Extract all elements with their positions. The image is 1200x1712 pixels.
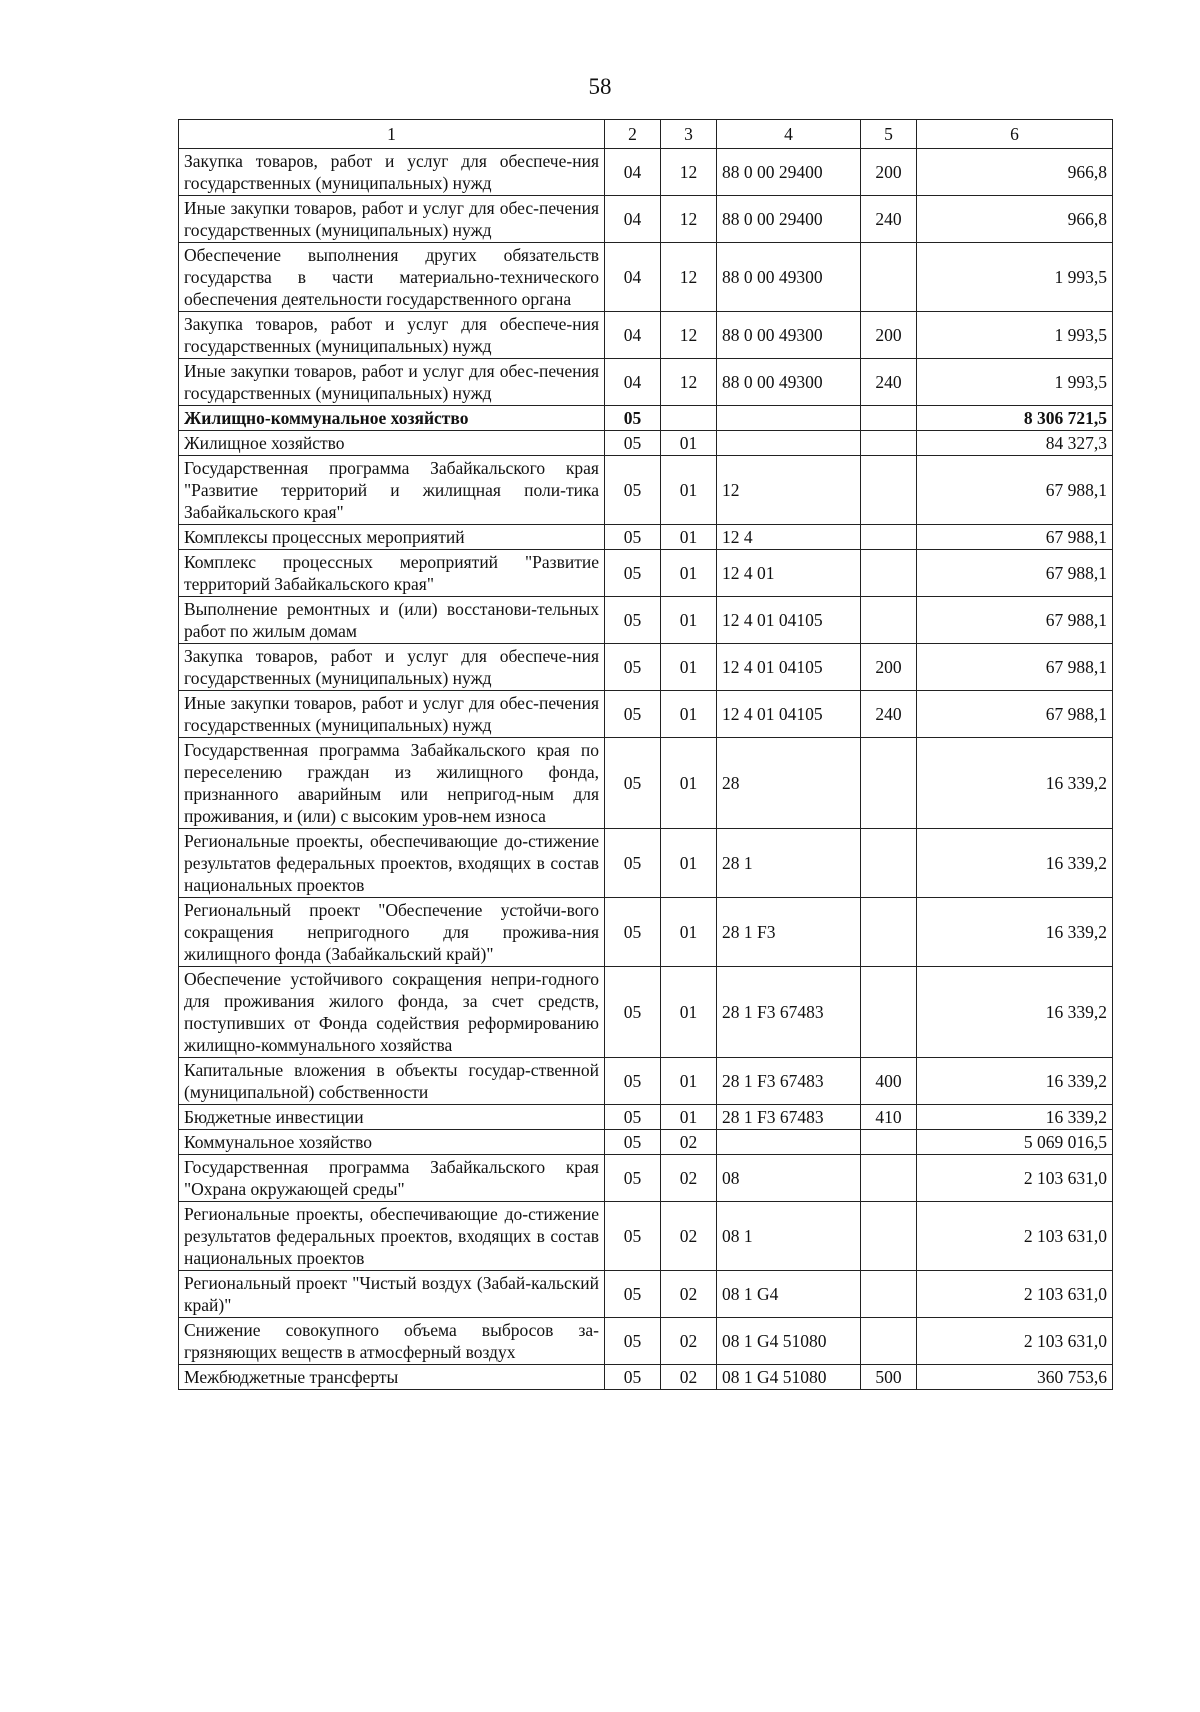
section-code: 05 <box>605 597 661 644</box>
item-name: Региональный проект "Чистый воздух (Забай-кальский край)" <box>179 1271 605 1318</box>
amount: 2 103 631,0 <box>917 1318 1113 1365</box>
table-row <box>179 829 1113 898</box>
item-name: Бюджетные инвестиции <box>179 1105 605 1130</box>
table-row <box>179 243 1113 312</box>
item-name: Закупка товаров, работ и услуг для обеспече-ния государственных (муниципальных) нужд <box>179 312 605 359</box>
subsection-code: 02 <box>661 1155 717 1202</box>
amount: 5 069 016,5 <box>917 1130 1113 1155</box>
target-item-code: 28 1 F3 <box>717 898 861 967</box>
item-name: Снижение совокупного объема выбросов за-грязняющих веществ в атмосферный воздух <box>179 1318 605 1365</box>
item-name: Межбюджетные трансферты <box>179 1365 605 1390</box>
expense-type-code: 410 <box>861 1105 917 1130</box>
amount: 67 988,1 <box>917 691 1113 738</box>
section-code: 05 <box>605 1365 661 1390</box>
amount: 67 988,1 <box>917 525 1113 550</box>
expense-type-code: 200 <box>861 149 917 196</box>
table-row <box>179 1130 1113 1155</box>
budget-table-body <box>179 149 1113 1390</box>
column-header: 2 <box>605 120 661 149</box>
table-row <box>179 967 1113 1058</box>
item-name: Комплекс процессных мероприятий "Развитие территорий Забайкальского края" <box>179 550 605 597</box>
expense-type-code <box>861 550 917 597</box>
subsection-code: 01 <box>661 691 717 738</box>
amount: 67 988,1 <box>917 644 1113 691</box>
target-item-code: 28 1 F3 67483 <box>717 1058 861 1105</box>
target-item-code: 12 4 <box>717 525 861 550</box>
subsection-code: 02 <box>661 1271 717 1318</box>
section-code: 05 <box>605 525 661 550</box>
item-name: Иные закупки товаров, работ и услуг для обес-печения государственных (муниципальных) нужд <box>179 359 605 406</box>
expense-type-code <box>861 738 917 829</box>
table-row <box>179 456 1113 525</box>
expense-type-code <box>861 597 917 644</box>
amount: 67 988,1 <box>917 456 1113 525</box>
expense-type-code <box>861 1155 917 1202</box>
target-item-code: 12 4 01 04105 <box>717 691 861 738</box>
amount: 16 339,2 <box>917 898 1113 967</box>
subsection-code: 01 <box>661 1105 717 1130</box>
section-code: 05 <box>605 1155 661 1202</box>
subsection-code: 02 <box>661 1318 717 1365</box>
item-name: Закупка товаров, работ и услуг для обеспече-ния государственных (муниципальных) нужд <box>179 644 605 691</box>
subsection-code: 02 <box>661 1130 717 1155</box>
amount: 16 339,2 <box>917 829 1113 898</box>
expense-type-code <box>861 243 917 312</box>
table-row <box>179 196 1113 243</box>
subsection-code: 01 <box>661 967 717 1058</box>
item-name: Региональные проекты, обеспечивающие до-стижение результатов федеральных проектов, входящих в состав национальных проектов <box>179 1202 605 1271</box>
target-item-code: 12 4 01 <box>717 550 861 597</box>
table-row <box>179 1318 1113 1365</box>
table-row <box>179 1202 1113 1271</box>
amount: 966,8 <box>917 196 1113 243</box>
expense-type-code <box>861 525 917 550</box>
section-code: 05 <box>605 1105 661 1130</box>
expense-type-code <box>861 967 917 1058</box>
subsection-code: 12 <box>661 312 717 359</box>
amount: 1 993,5 <box>917 359 1113 406</box>
column-header: 4 <box>717 120 861 149</box>
subsection-code: 01 <box>661 431 717 456</box>
table-row <box>179 359 1113 406</box>
amount: 16 339,2 <box>917 738 1113 829</box>
column-header: 5 <box>861 120 917 149</box>
section-code: 04 <box>605 359 661 406</box>
column-header: 3 <box>661 120 717 149</box>
target-item-code <box>717 406 861 431</box>
table-row <box>179 644 1113 691</box>
section-code: 05 <box>605 898 661 967</box>
item-name: Закупка товаров, работ и услуг для обеспече-ния государственных (муниципальных) нужд <box>179 149 605 196</box>
column-header: 1 <box>179 120 605 149</box>
expense-type-code <box>861 1202 917 1271</box>
subsection-code: 12 <box>661 149 717 196</box>
amount: 67 988,1 <box>917 597 1113 644</box>
table-row <box>179 1058 1113 1105</box>
expense-type-code <box>861 456 917 525</box>
subsection-code: 01 <box>661 829 717 898</box>
target-item-code: 88 0 00 29400 <box>717 149 861 196</box>
item-name: Жилищно-коммунальное хозяйство <box>179 406 605 431</box>
amount: 966,8 <box>917 149 1113 196</box>
subsection-code: 01 <box>661 738 717 829</box>
table-row <box>179 1105 1113 1130</box>
expense-type-code: 240 <box>861 196 917 243</box>
expense-type-code <box>861 898 917 967</box>
subsection-code: 01 <box>661 1058 717 1105</box>
target-item-code <box>717 431 861 456</box>
item-name: Капитальные вложения в объекты государ-ственной (муниципальной) собственности <box>179 1058 605 1105</box>
subsection-code: 01 <box>661 597 717 644</box>
expense-type-code: 200 <box>861 312 917 359</box>
amount: 1 993,5 <box>917 312 1113 359</box>
target-item-code: 08 1 G4 51080 <box>717 1318 861 1365</box>
section-code: 05 <box>605 967 661 1058</box>
budget-table <box>178 119 1113 1390</box>
section-code: 05 <box>605 1130 661 1155</box>
expense-type-code <box>861 1130 917 1155</box>
subsection-code: 01 <box>661 550 717 597</box>
section-code: 05 <box>605 691 661 738</box>
item-name: Государственная программа Забайкальского края по переселению граждан из жилищного фонда, признанного аварийным или непригод-ным для проживания, и (или) с высоким уров-нем износа <box>179 738 605 829</box>
table-row <box>179 525 1113 550</box>
expense-type-code <box>861 1318 917 1365</box>
section-code: 05 <box>605 431 661 456</box>
item-name: Коммунальное хозяйство <box>179 1130 605 1155</box>
section-code: 04 <box>605 149 661 196</box>
table-row <box>179 1155 1113 1202</box>
expense-type-code <box>861 431 917 456</box>
amount: 16 339,2 <box>917 1058 1113 1105</box>
amount: 16 339,2 <box>917 1105 1113 1130</box>
table-row <box>179 738 1113 829</box>
item-name: Региональные проекты, обеспечивающие до-стижение результатов федеральных проектов, входящих в состав национальных проектов <box>179 829 605 898</box>
amount: 1 993,5 <box>917 243 1113 312</box>
table-row <box>179 1271 1113 1318</box>
subsection-code <box>661 406 717 431</box>
subsection-code: 12 <box>661 359 717 406</box>
table-row <box>179 691 1113 738</box>
target-item-code: 88 0 00 49300 <box>717 359 861 406</box>
amount: 67 988,1 <box>917 550 1113 597</box>
section-code: 05 <box>605 1058 661 1105</box>
table-row <box>179 149 1113 196</box>
item-name: Государственная программа Забайкальского края "Развитие территорий и жилищная поли-тика Забайкальского края" <box>179 456 605 525</box>
subsection-code: 02 <box>661 1202 717 1271</box>
section-code: 05 <box>605 829 661 898</box>
table-row <box>179 431 1113 456</box>
section-code: 04 <box>605 243 661 312</box>
section-code: 05 <box>605 456 661 525</box>
expense-type-code: 240 <box>861 359 917 406</box>
amount: 8 306 721,5 <box>917 406 1113 431</box>
item-name: Государственная программа Забайкальского края "Охрана окружающей среды" <box>179 1155 605 1202</box>
subsection-code: 01 <box>661 898 717 967</box>
target-item-code: 12 4 01 04105 <box>717 597 861 644</box>
target-item-code: 12 <box>717 456 861 525</box>
subsection-code: 01 <box>661 644 717 691</box>
subsection-code: 12 <box>661 196 717 243</box>
expense-type-code: 240 <box>861 691 917 738</box>
section-code: 05 <box>605 738 661 829</box>
expense-type-code: 200 <box>861 644 917 691</box>
section-code: 04 <box>605 196 661 243</box>
item-name: Обеспечение выполнения других обязательств государства в части материально-технического обеспечения деятельности государственного органа <box>179 243 605 312</box>
item-name: Региональный проект "Обеспечение устойчи-вого сокращения непригодного для прожива-ния жилищного фонда (Забайкальский край)" <box>179 898 605 967</box>
table-row <box>179 406 1113 431</box>
target-item-code: 88 0 00 49300 <box>717 243 861 312</box>
expense-type-code <box>861 1271 917 1318</box>
target-item-code: 08 1 <box>717 1202 861 1271</box>
item-name: Комплексы процессных мероприятий <box>179 525 605 550</box>
section-code: 05 <box>605 550 661 597</box>
table-row <box>179 1365 1113 1390</box>
item-name: Выполнение ремонтных и (или) восстанови-тельных работ по жилым домам <box>179 597 605 644</box>
target-item-code: 28 1 F3 67483 <box>717 967 861 1058</box>
amount: 84 327,3 <box>917 431 1113 456</box>
section-code: 05 <box>605 1271 661 1318</box>
column-header: 6 <box>917 120 1113 149</box>
amount: 360 753,6 <box>917 1365 1113 1390</box>
table-row <box>179 898 1113 967</box>
subsection-code: 01 <box>661 456 717 525</box>
target-item-code: 28 1 <box>717 829 861 898</box>
expense-type-code <box>861 829 917 898</box>
item-name: Жилищное хозяйство <box>179 431 605 456</box>
target-item-code: 88 0 00 49300 <box>717 312 861 359</box>
expense-type-code: 400 <box>861 1058 917 1105</box>
target-item-code: 08 1 G4 <box>717 1271 861 1318</box>
target-item-code: 28 <box>717 738 861 829</box>
expense-type-code <box>861 406 917 431</box>
subsection-code: 02 <box>661 1365 717 1390</box>
item-name: Обеспечение устойчивого сокращения непри-годного для проживания жилого фонда, за счет средств, поступивших от Фонда содействия реформированию жилищно-коммунального хозяйства <box>179 967 605 1058</box>
expense-type-code: 500 <box>861 1365 917 1390</box>
table-row <box>179 550 1113 597</box>
target-item-code: 12 4 01 04105 <box>717 644 861 691</box>
target-item-code: 28 1 F3 67483 <box>717 1105 861 1130</box>
table-row <box>179 597 1113 644</box>
amount: 2 103 631,0 <box>917 1271 1113 1318</box>
item-name: Иные закупки товаров, работ и услуг для обес-печения государственных (муниципальных) нужд <box>179 196 605 243</box>
amount: 16 339,2 <box>917 967 1113 1058</box>
section-code: 05 <box>605 644 661 691</box>
target-item-code: 08 1 G4 51080 <box>717 1365 861 1390</box>
target-item-code <box>717 1130 861 1155</box>
target-item-code: 88 0 00 29400 <box>717 196 861 243</box>
page-number: 58 <box>588 74 612 99</box>
section-code: 05 <box>605 406 661 431</box>
amount: 2 103 631,0 <box>917 1155 1113 1202</box>
subsection-code: 01 <box>661 525 717 550</box>
target-item-code: 08 <box>717 1155 861 1202</box>
section-code: 04 <box>605 312 661 359</box>
column-number-row <box>179 120 1113 149</box>
section-code: 05 <box>605 1202 661 1271</box>
section-code: 05 <box>605 1318 661 1365</box>
item-name: Иные закупки товаров, работ и услуг для обес-печения государственных (муниципальных) нужд <box>179 691 605 738</box>
amount: 2 103 631,0 <box>917 1202 1113 1271</box>
subsection-code: 12 <box>661 243 717 312</box>
table-row <box>179 312 1113 359</box>
